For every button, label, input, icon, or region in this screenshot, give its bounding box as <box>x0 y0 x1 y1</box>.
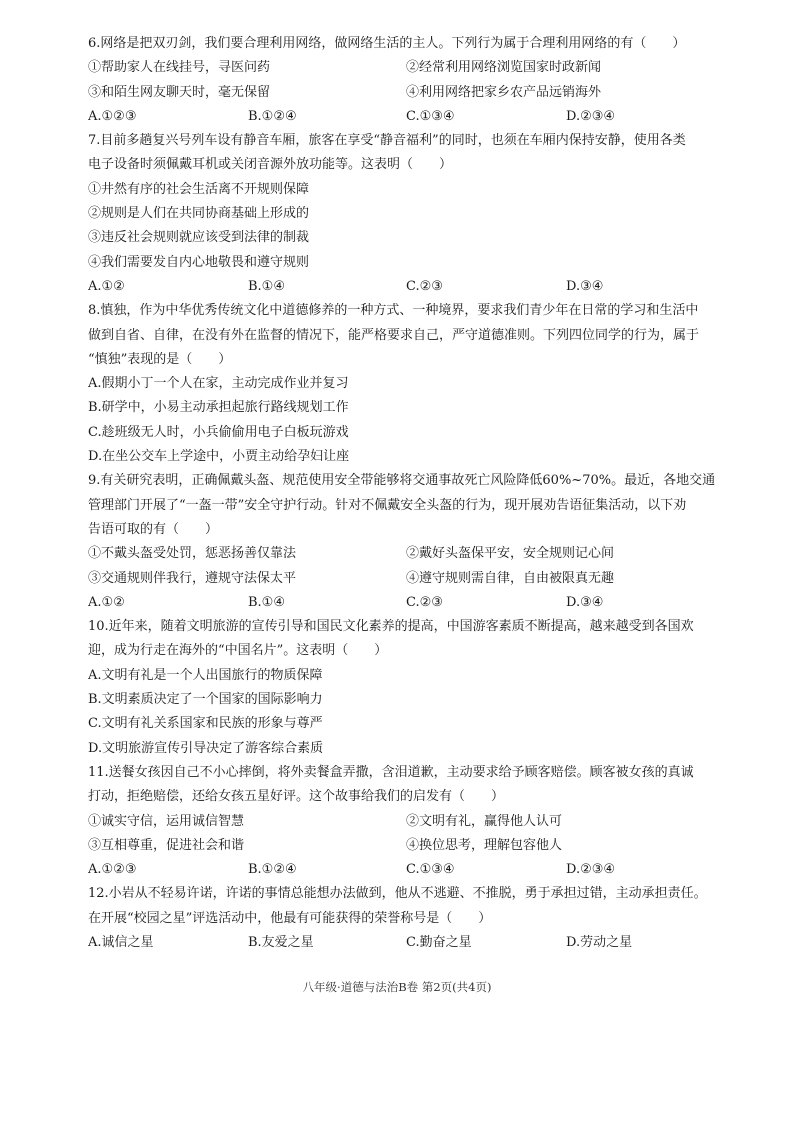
question-block <box>88 469 744 615</box>
question-block <box>88 882 744 955</box>
statement-row <box>88 810 744 834</box>
statement-row <box>88 542 744 566</box>
answer-options <box>88 858 744 882</box>
question-block <box>88 761 744 882</box>
answer-option: B.友爱之星 <box>248 934 314 950</box>
statement-row <box>88 81 744 105</box>
statement-item: ④利用网络把家乡农产品远销海外 <box>406 84 602 100</box>
question-stem: 电子设备时须佩戴耳机或关闭音源外放功能等。这表明（ ） <box>88 157 453 173</box>
answer-option: D.③④ <box>566 278 604 294</box>
statement-line: C.文明有礼关系国家和民族的形象与尊严 <box>88 716 323 732</box>
answer-option: A.诚信之星 <box>88 934 154 950</box>
question-block <box>88 299 744 469</box>
question-block <box>88 615 744 761</box>
statement-item: ②戴好头盔保平安，安全规则记心间 <box>406 546 615 562</box>
statement-line: ①井然有序的社会生活离不开规则保障 <box>88 181 310 197</box>
statement-row <box>88 567 744 591</box>
answer-option: C.勤奋之星 <box>406 934 472 950</box>
question-stem: 12.小岩从不轻易许诺，许诺的事情总能想办法做到，他从不逃避、不推脱，勇于承担过错，主动承担责任。 <box>88 886 707 902</box>
statement-item: ③互相尊重，促进社会和谐 <box>88 837 245 853</box>
statement-line: D.文明旅游宣传引导决定了游客综合素质 <box>88 740 324 756</box>
question-stem: 7.目前多趟复兴号列车设有静音车厢，旅客在享受“静音福利”的同时，也须在车厢内保持安静，使用各类 <box>88 133 686 149</box>
question-stem: 11.送餐女孩因自己不小心摔倒，将外卖餐盒弄撒，含泪道歉，主动要求给予顾客赔偿。顾客被女孩的真诚 <box>88 764 694 780</box>
question-stem: 9.有关研究表明，正确佩戴头盔、规范使用安全带能够将交通事故死亡风险降低60%~70%。最近，各地交通 <box>88 473 716 489</box>
answer-option: C.①③④ <box>406 108 455 124</box>
answer-option: D.劳动之星 <box>566 934 633 950</box>
answer-options <box>88 591 744 615</box>
answer-option: A.①② <box>88 278 125 294</box>
statement-row <box>88 56 744 80</box>
statement-item: ②文明有礼，赢得他人认可 <box>406 813 563 829</box>
answer-option: D.②③④ <box>566 108 616 124</box>
question-stem: 在开展“校园之星”评选活动中，他最有可能获得的荣誉称号是（ ） <box>88 910 492 926</box>
question-stem: 告语可取的有（ ） <box>88 521 219 537</box>
question-stem: 做到自省、自律，在没有外在监督的情况下，能严格要求自己，严守道德准则。下列四位同学的行为，属于 <box>88 327 700 343</box>
statement-item: ③交通规则伴我行，遵规守法保太平 <box>88 570 297 586</box>
statement-item: ①不戴头盔受处罚，惩恶扬善仅靠法 <box>88 546 297 562</box>
answer-option: C.①③④ <box>406 862 455 878</box>
answer-option: A.①②③ <box>88 862 137 878</box>
answer-options <box>88 931 744 955</box>
answer-option: B.①④ <box>248 594 285 610</box>
statement-line: A.文明有礼是一个人出国旅行的物质保障 <box>88 667 323 683</box>
question-stem: 打动，拒绝赔偿，还给女孩五星好评。这个故事给我们的启发有（ ） <box>88 789 505 805</box>
statement-item: ③和陌生网友聊天时，毫无保留 <box>88 84 271 100</box>
question-block <box>88 129 744 299</box>
statement-line: B.研学中，小易主动承担起旅行路线规划工作 <box>88 400 349 416</box>
statement-item: ②经常利用网络浏览国家时政新闻 <box>406 60 602 76</box>
answer-option: D.③④ <box>566 594 604 610</box>
answer-option: B.①②④ <box>248 862 297 878</box>
answer-option: C.②③ <box>406 278 443 294</box>
answer-options <box>88 105 744 129</box>
answer-option: A.①②③ <box>88 108 137 124</box>
answer-option: D.②③④ <box>566 862 616 878</box>
question-stem: 6.网络是把双刃剑，我们要合理利用网络，做网络生活的主人。下列行为属于合理利用网络的有（ ） <box>88 36 686 51</box>
question-stem: 10.近年来，随着文明旅游的宣传引导和国民文化素养的提高，中国游客素质不断提高，越来越受到各国欢 <box>88 619 694 635</box>
question-stem: “慎独”表现的是（ ） <box>88 351 232 367</box>
statement-item: ④遵守规则需自律，自由被限真无趣 <box>406 570 615 586</box>
statement-line: A.假期小丁一个人在家，主动完成作业并复习 <box>88 376 349 392</box>
answer-option: A.①② <box>88 594 125 610</box>
statement-line: ②规则是人们在共同协商基础上形成的 <box>88 206 310 222</box>
statement-line: ④我们需要发自内心地敬畏和遵守规则 <box>88 254 310 270</box>
page-footer: 八年级·道德与法治B卷 第2页(共4页) <box>302 980 492 994</box>
statement-line: C.趁班级无人时，小兵偷偷用电子白板玩游戏 <box>88 424 349 440</box>
statement-item: ①帮助家人在线挂号，寻医问药 <box>88 60 271 76</box>
statement-item: ①诚实守信，运用诚信智慧 <box>88 813 245 829</box>
question-stem: 8.慎独，作为中华优秀传统文化中道德修养的一种方式、一种境界，要求我们青少年在日常的学习和生活中 <box>88 303 699 319</box>
answer-option: B.①②④ <box>248 108 297 124</box>
answer-options <box>88 275 744 299</box>
statement-row <box>88 834 744 858</box>
question-stem: 管理部门开展了“一盔一带”安全守护行动。针对不佩戴安全头盔的行为，现开展劝告语征集活动，以下劝 <box>88 497 687 513</box>
question-stem: 迎，成为行走在海外的“中国名片”。这表明（ ） <box>88 643 388 659</box>
question-list <box>88 32 744 955</box>
statement-line: D.在坐公交车上学途中，小贾主动给孕妇让座 <box>88 449 350 465</box>
statement-line: B.文明素质决定了一个国家的国际影响力 <box>88 692 323 708</box>
answer-option: B.①④ <box>248 278 285 294</box>
question-block <box>88 32 744 129</box>
statement-line: ③违反社会规则就应该受到法律的制裁 <box>88 230 310 246</box>
statement-item: ④换位思考，理解包容他人 <box>406 837 563 853</box>
answer-option: C.②③ <box>406 594 443 610</box>
